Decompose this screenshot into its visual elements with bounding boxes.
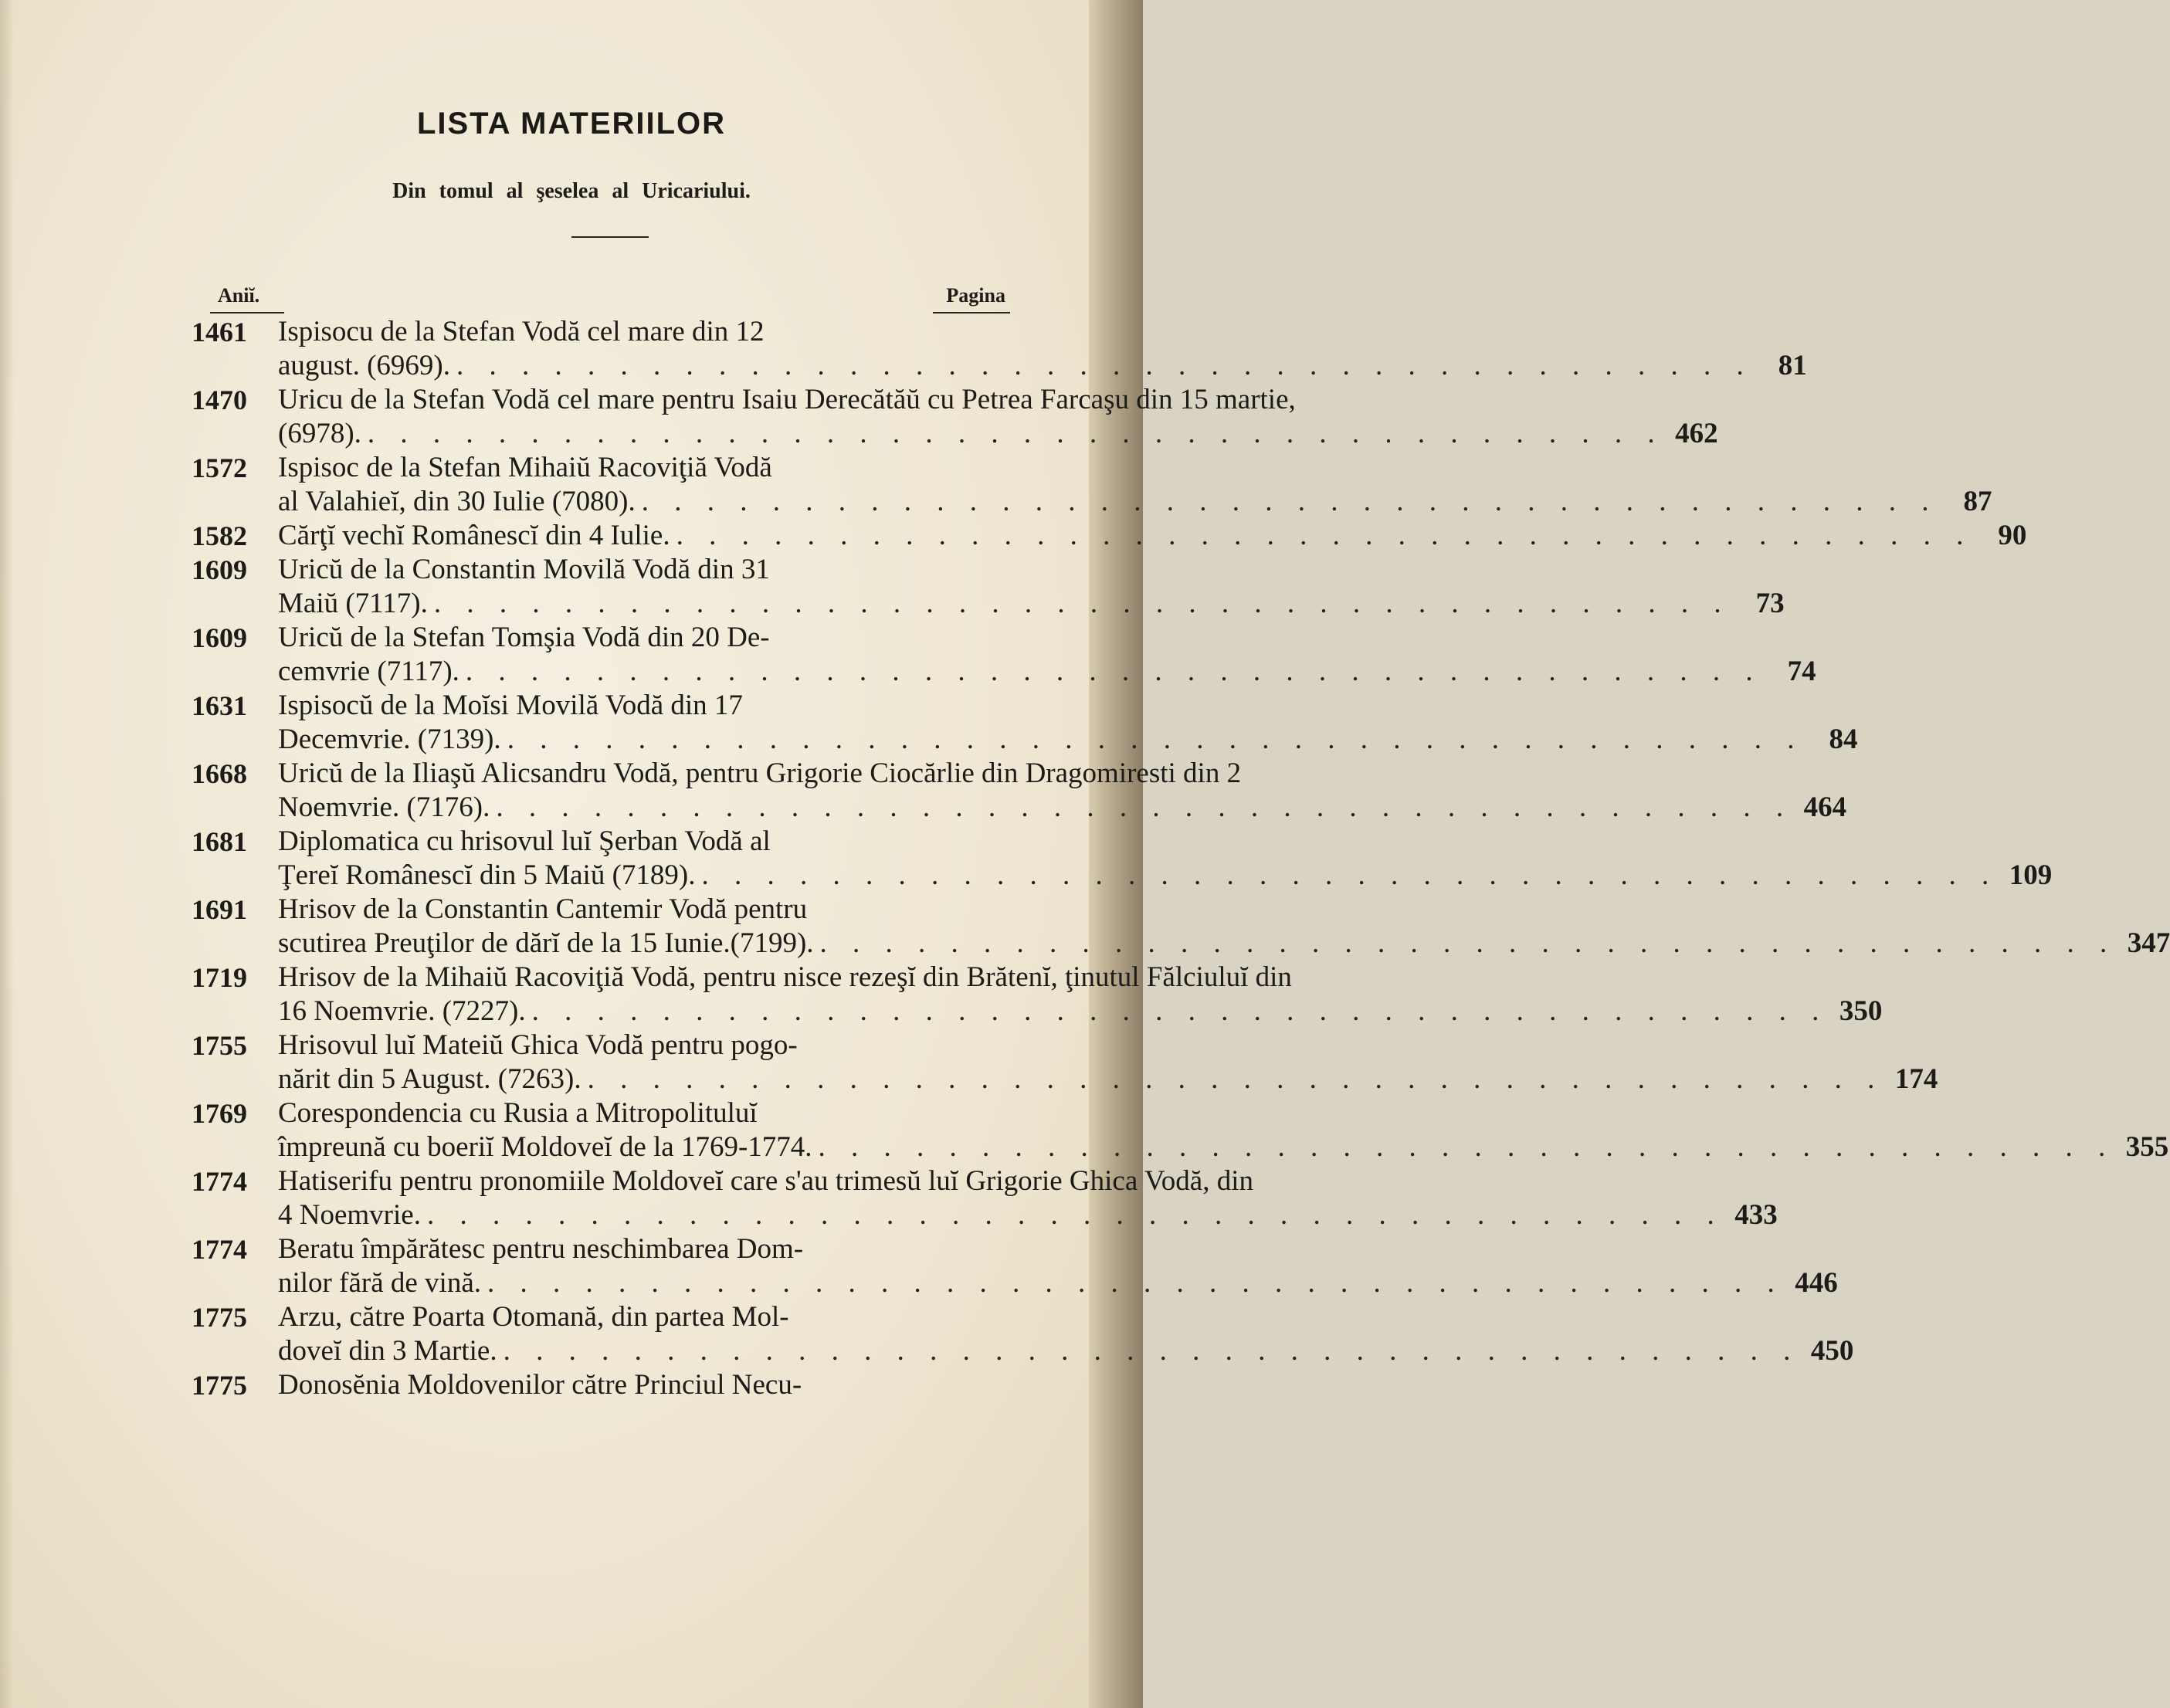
- entry-page-number: 446: [1795, 1267, 1838, 1299]
- dot-leader: . . . . . . . . . . . . . . . . . . . . . . . . . . . . . . . . . . . . . . . .: [503, 1335, 1800, 1367]
- entry-last-line: Ţereĭ Românescĭ din 5 Maiŭ (7189).: [278, 859, 696, 891]
- entry-body: [278, 757, 1846, 825]
- entry-text: Beratu împărătesc pentru neschimbarea Dom-: [278, 1233, 804, 1265]
- entry-year: 1769: [192, 1098, 247, 1129]
- dot-leader: . . . . . . . . . . . . . . . . . . . . . . . . . . . . . . . . . . . . . . . .: [433, 588, 1731, 619]
- entry-body: [278, 315, 1807, 383]
- year-header-underline: [210, 312, 284, 313]
- entry-tail: [278, 1266, 1838, 1300]
- list-item: [192, 621, 1816, 689]
- entry-body: [278, 451, 1992, 519]
- dot-leader: . . . . . . . . . . . . . . . . . . . . . . . . . . . . . . . . . . . . . . . .: [507, 724, 1804, 755]
- dot-leader: . . . . . . . . . . . . . . . . . . . . . . . . . . . . . . . . . . . . . . . .: [818, 1131, 2115, 1163]
- entry-text: Uricŭ de la Stefan Tomşia Vodă din 20 De-: [278, 622, 770, 653]
- entry-tail: [278, 927, 2170, 961]
- list-item: [192, 451, 1992, 519]
- dot-leader: . . . . . . . . . . . . . . . . . . . . . . . . . . . . . . . . . . . . . . . .: [487, 1267, 1784, 1299]
- entry-last-line: 16 Noemvrie. (7227).: [278, 995, 526, 1027]
- entry-text: Uricŭ de la Iliaşŭ Alicsandru Vodă, pentru Grigorie Ciocărlie din Dragomiresti din 2: [278, 757, 1242, 789]
- list-item: [192, 1164, 1778, 1232]
- entry-tail: [278, 995, 1882, 1029]
- dot-leader: . . . . . . . . . . . . . . . . . . . . . . . . . . . . . . . . . . . . . . . .: [587, 1063, 1884, 1095]
- dot-leader: . . . . . . . . . . . . . . . . . . . . . . . . . . . . . . . . . . . . . . . .: [456, 350, 1753, 381]
- dot-leader: . . . . . . . . . . . . . . . . . . . . . . . . . . . . . . . . . . . . . . . .: [496, 791, 1793, 823]
- entry-last-line: Maiŭ (7117).: [278, 588, 428, 619]
- entry-page-number: 433: [1734, 1199, 1778, 1231]
- entry-text: Arzu, către Poarta Otomană, din partea Mol-: [278, 1301, 789, 1333]
- entry-body: [278, 1232, 1838, 1300]
- entry-text: Uricu de la Stefan Vodă cel mare pentru Isaiu Derecătăŭ cu Petrea Farcaşu din 15 martie,: [278, 384, 1296, 415]
- list-item: [192, 893, 2170, 961]
- entry-tail: [278, 417, 1718, 451]
- entry-year: 1755: [192, 1030, 247, 1061]
- list-item: [192, 1300, 1854, 1368]
- entry-text: Hrisov de la Mihaiŭ Racoviţiă Vodă, pentru nisce rezeşĭ din Brătenĭ, ţinutul Fălciuluĭ din: [278, 961, 1292, 993]
- entry-page-number: 74: [1787, 656, 1816, 687]
- entry-page-number: 464: [1803, 791, 1847, 823]
- entry-tail: [278, 349, 1807, 383]
- entry-last-line: nărit din 5 August. (7263).: [278, 1063, 581, 1095]
- entry-body: [278, 893, 2170, 961]
- list-item: [192, 1368, 1018, 1402]
- entry-body: [278, 1368, 1018, 1402]
- list-item: [192, 961, 1883, 1029]
- entry-tail: [278, 587, 1785, 621]
- entry-last-line: Cărţĭ vechĭ Românescĭ din 4 Iulie.: [278, 520, 670, 551]
- entry-last-line: împreună cu boeriĭ Moldoveĭ de la 1769-1774.: [278, 1131, 812, 1163]
- entry-year: 1668: [192, 758, 247, 789]
- entry-body: [278, 1096, 2168, 1164]
- list-item: [192, 825, 2053, 893]
- entry-year: 1681: [192, 826, 247, 857]
- entry-text: Donosĕnia Moldovenilor către Princiul Necu-: [278, 1369, 802, 1401]
- contents-list: [192, 315, 2170, 1402]
- dot-leader: . . . . . . . . . . . . . . . . . . . . . . . . . . . . . . . . . . . . . . . .: [426, 1199, 1724, 1231]
- entry-page-number: 462: [1675, 418, 1718, 449]
- entry-last-line: Noemvrie. (7176).: [278, 791, 490, 823]
- entry-page-number: 87: [1963, 486, 1992, 517]
- entry-tail: [278, 1198, 1778, 1232]
- entry-text: Uricŭ de la Constantin Movilă Vodă din 31: [278, 554, 770, 585]
- entry-text: Ispisocŭ de la Moĭsi Movilă Vodă din 17: [278, 690, 743, 721]
- entry-year: 1775: [192, 1370, 247, 1401]
- entry-body: [278, 689, 1857, 757]
- dot-leader: . . . . . . . . . . . . . . . . . . . . . . . . . . . . . . . . . . . . . . . .: [819, 927, 2117, 959]
- entry-text: Diplomatica cu hrisovul luĭ Şerban Vodă al: [278, 825, 771, 857]
- entry-page-number: 73: [1755, 588, 1785, 619]
- dot-leader: . . . . . . . . . . . . . . . . . . . . . . . . . . . . . . . . . . . . . . . .: [641, 486, 1938, 517]
- page-title: LISTA MATERIILOR: [416, 107, 727, 141]
- entry-last-line: nilor fără de vină.: [278, 1267, 481, 1299]
- entry-tail: [278, 1334, 1853, 1368]
- entry-year: 1774: [192, 1166, 247, 1197]
- entry-last-line: cemvrie (7117).: [278, 656, 459, 687]
- entry-body: [278, 825, 2052, 893]
- entry-page-number: 174: [1894, 1063, 1938, 1095]
- entry-text: Hrisovul luĭ Mateiŭ Ghica Vodă pentru pogo-: [278, 1029, 798, 1061]
- dot-leader: . . . . . . . . . . . . . . . . . . . . . . . . . . . . . . . . . . . . . . . .: [701, 859, 1999, 891]
- list-item: [192, 1029, 1938, 1096]
- entry-tail: [278, 1130, 2168, 1164]
- list-item: [192, 1096, 2169, 1164]
- entry-page-number: 355: [2125, 1131, 2169, 1163]
- entry-tail: [278, 1062, 1938, 1096]
- dot-leader: . . . . . . . . . . . . . . . . . . . . . . . . . . . . . . . . . . . . . . . .: [465, 656, 1762, 687]
- entry-body: [278, 961, 1882, 1029]
- entry-tail: [278, 859, 2052, 893]
- entry-tail: [278, 791, 1846, 825]
- entry-last-line: august. (6969).: [278, 350, 450, 381]
- dot-leader: . . . . . . . . . . . . . . . . . . . . . . . . . . . . . . . . . . . . . . . .: [531, 995, 1829, 1027]
- list-item: [192, 315, 1807, 383]
- entry-year: 1609: [192, 554, 247, 585]
- entry-tail: [278, 655, 1816, 689]
- entry-body: [278, 1300, 1853, 1368]
- list-item: [192, 519, 2027, 553]
- entry-page-number: 84: [1829, 724, 1858, 755]
- dot-leader: . . . . . . . . . . . . . . . . . . . . . . . . . . . . . . . . . . . . . . . .: [367, 418, 1664, 449]
- entry-text: Hatiserifu pentru pronomiile Moldoveĭ care s'au trimesŭ luĭ Grigorie Ghica Vodă, din: [278, 1165, 1254, 1197]
- entry-tail: [278, 519, 2026, 553]
- list-item: [192, 553, 1785, 621]
- entry-body: [278, 383, 1718, 451]
- entry-text: Ispisocu de la Stefan Vodă cel mare din 12: [278, 316, 765, 347]
- page-subtitle: Din tomul al şeselea al Uricariului.: [392, 179, 751, 203]
- entry-year: 1461: [192, 317, 247, 347]
- entry-page-number: 81: [1778, 350, 1807, 381]
- entry-year: 1774: [192, 1234, 247, 1265]
- dot-leader: . . . . . . . . . . . . . . . . . . . . . . . . . . . . . . . . . . . . . . . .: [676, 520, 1973, 551]
- entry-body: [278, 1029, 1938, 1096]
- entry-page-number: 347: [2127, 927, 2170, 959]
- entry-year: 1582: [192, 520, 247, 551]
- entry-last-line: scutirea Preuţilor de dărĭ de la 15 Iunie.(7199).: [278, 927, 814, 959]
- list-item: [192, 383, 1718, 451]
- entry-year: 1470: [192, 385, 247, 415]
- entry-year: 1572: [192, 452, 247, 483]
- entry-body: [278, 553, 1785, 621]
- entry-last-line: 4 Noemvrie.: [278, 1199, 421, 1231]
- title-divider: [571, 236, 649, 238]
- entry-body: [278, 519, 2026, 553]
- list-item: [192, 1232, 1838, 1300]
- entry-text: Corespondencia cu Rusia a Mitropolituluĭ: [278, 1097, 758, 1129]
- entry-last-line: doveĭ din 3 Martie.: [278, 1335, 497, 1367]
- entry-year: 1775: [192, 1302, 247, 1333]
- entry-body: [278, 621, 1816, 689]
- entry-year: 1691: [192, 894, 247, 925]
- year-column-header: Aniĭ.: [218, 284, 260, 307]
- entry-body: [278, 1164, 1778, 1232]
- entry-text: Ispisoc de la Stefan Mihaiŭ Racoviţiă Vodă: [278, 452, 772, 483]
- entry-tail: [278, 723, 1857, 757]
- entry-last-line: (6978).: [278, 418, 361, 449]
- page-header-underline: [933, 312, 1010, 313]
- entry-page-number: 109: [2009, 859, 2053, 891]
- entry-page-number: 90: [1998, 520, 2027, 551]
- page-column-header: Pagina: [946, 284, 1005, 307]
- entry-last-line: al Valahieĭ, din 30 Iulie (7080).: [278, 486, 636, 517]
- entry-year: 1609: [192, 622, 247, 653]
- entry-tail: [278, 485, 1992, 519]
- entry-page-number: 450: [1810, 1335, 1854, 1367]
- entry-text: Hrisov de la Constantin Cantemir Vodă pentru: [278, 893, 808, 925]
- entry-year: 1719: [192, 962, 247, 993]
- page-left-edge: [0, 0, 14, 1708]
- list-item: [192, 757, 1847, 825]
- list-item: [192, 689, 1858, 757]
- entry-last-line: Decemvrie. (7139).: [278, 724, 501, 755]
- entry-page-number: 350: [1839, 995, 1883, 1027]
- entry-year: 1631: [192, 690, 247, 721]
